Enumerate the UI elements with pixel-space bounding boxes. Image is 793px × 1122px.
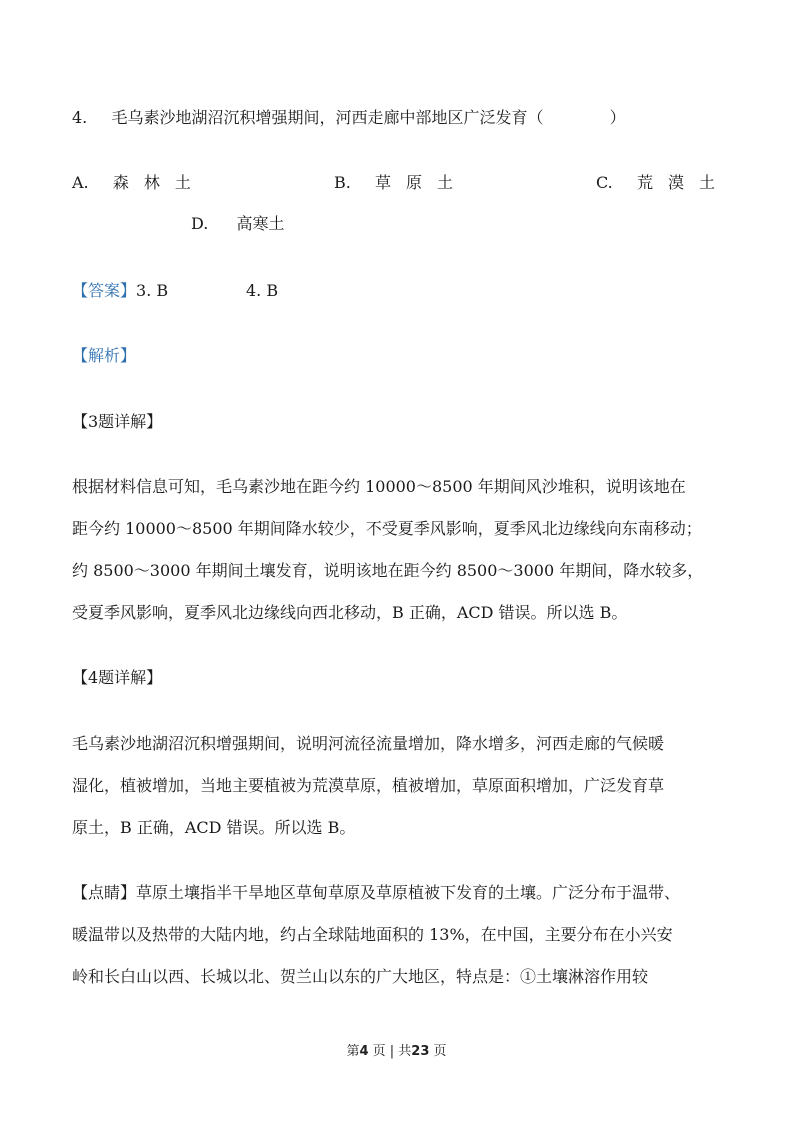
analysis-label: 【解析】 (72, 346, 137, 365)
detail3-line-3: 约 8500～3000 年期间土壤发育，说明该地在距今约 8500～3000 年期间，降水较多， (72, 561, 704, 580)
answer-q4: 4. B (246, 281, 279, 300)
page-footer (0, 1040, 793, 1059)
option-d-text: 高寒土 (236, 214, 285, 233)
option-c (596, 172, 730, 194)
tip-line-1 (72, 882, 680, 904)
question-4 (72, 107, 626, 129)
answer-q3: 3. B (136, 281, 169, 300)
option-c-text: 荒漠土 (636, 173, 730, 192)
option-c-letter: C. (596, 173, 613, 192)
detail4-line-1: 毛乌素沙地湖沼沉积增强期间，说明河流径流量增加，降水增多，河西走廊的气候暖 (72, 734, 665, 753)
detail4-heading: 【4题详解】 (72, 668, 163, 687)
answer-line (72, 280, 168, 302)
tip-label: 【点睛】 (72, 883, 137, 902)
detail3-line-4: 受夏季风影响，夏季风北边缘线向西北移动，B 正确，ACD 错误。所以选 B。 (72, 603, 628, 622)
answer-q4-line (246, 280, 278, 302)
question-stem: 毛乌素沙地湖沼沉积增强期间，河西走廊中部地区广泛发育（ (111, 108, 544, 127)
option-b-letter: B. (334, 173, 351, 192)
option-d-letter: D. (191, 214, 209, 233)
tip-text-1: 草原土壤指半干旱地区草甸草原及草原植被下发育的土壤。广泛分布于温带、 (136, 883, 681, 902)
tip-line-2: 暖温带以及热带的大陆内地，约占全球陆地面积的 13%，在中国，主要分布在小兴安 (72, 925, 673, 944)
detail3-heading: 【3题详解】 (72, 412, 163, 431)
footer-suffix: 页 (429, 1044, 447, 1059)
detail4-line-2: 湿化，植被增加，当地主要植被为荒漠草原，植被增加，草原面积增加，广泛发育草 (72, 776, 665, 795)
tip-line-3: 岭和长白山以西、长城以北、贺兰山以东的广大地区，特点是：①土壤淋溶作用较 (72, 967, 649, 986)
question-number: 4. (72, 108, 88, 127)
option-d (191, 213, 285, 235)
option-a (72, 172, 206, 194)
detail3-line-2: 距今约 10000～8500 年期间降水较少，不受夏季风影响，夏季风北边缘线向东南移动； (72, 519, 702, 538)
question-paren-close: ） (609, 108, 626, 127)
detail4-line-3: 原土，B 正确，ACD 错误。所以选 B。 (72, 818, 356, 837)
answer-label: 【答案】 (72, 281, 137, 300)
option-b (334, 172, 468, 194)
footer-mid: 页 | 共 (368, 1044, 412, 1059)
option-a-letter: A. (72, 173, 89, 192)
option-a-text: 森林土 (112, 173, 206, 192)
footer-prefix: 第 (346, 1044, 360, 1059)
option-b-text: 草原土 (375, 173, 469, 192)
footer-page-number: 4 (359, 1044, 369, 1059)
detail3-line-1: 根据材料信息可知，毛乌素沙地在距今约 10000～8500 年期间风沙堆积，说明该地在 (72, 477, 686, 496)
footer-total-pages: 23 (411, 1044, 430, 1059)
